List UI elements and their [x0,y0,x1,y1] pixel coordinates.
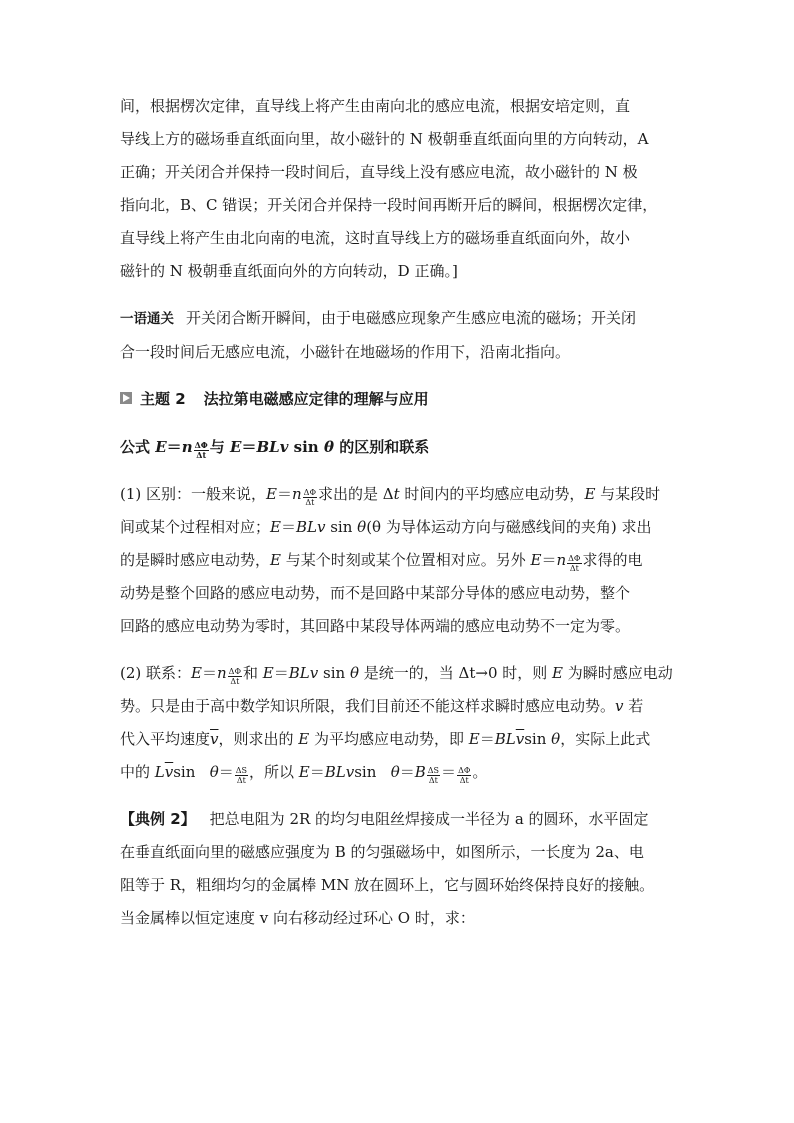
fraction [567,554,581,573]
text: 的是瞬时感应电动势， [120,551,271,569]
fraction-numerator: ΔΦ [194,439,208,450]
symbol: B [414,763,426,781]
heading-text: 的区别和联系 [333,438,430,456]
text-line: 合一段时间后无感应电流，小磁针在地磁场的作用下，沿南北指向。 [120,343,571,361]
symbol: ＝ [441,763,457,781]
symbol: E [270,518,281,536]
symbol: ＝ [276,485,292,503]
text: 势。只是由于高中数学知识所限，我们目前还不能这样求瞬时感应电动势。 [120,697,616,715]
symbol: L [505,730,516,748]
symbol: $\overline{v}$ [164,763,174,781]
symbol: ＝ [541,551,557,569]
fraction-denominator: Δt [236,775,246,785]
fraction [427,766,440,785]
text-line: 当金属棒以恒定速度 v 向右移动经过环心 O 时，求： [120,909,475,927]
symbol: B [494,730,506,748]
symbol: ＝ [273,664,289,682]
fraction-numerator: ΔΦ [228,666,242,676]
formula-heading [120,431,680,464]
fraction [303,488,317,507]
symbol: BLv [288,664,319,682]
answer-paragraph [120,90,680,288]
fraction-numerator: ΔΦ [303,487,317,497]
symbol: $\overline{v}$ [515,730,525,748]
summary-tag: 一语通关 [120,311,174,327]
text: 代入平均速度 [120,730,211,748]
text: 。 [472,763,488,781]
fraction-denominator: Δt [569,563,579,573]
play-triangle-icon [120,392,132,404]
symbol: θ [390,763,400,781]
text: 为平均感应电动势，即 [309,730,469,748]
heading-text: 与 [209,438,231,456]
text-line: 正确；开关闭合并保持一段时间后，直导线上没有感应电流，故小磁针的 N 极 [120,163,638,181]
text: 求得的电 [582,551,643,569]
text: 与某个时刻或某个位置相对应。另外 [280,551,531,569]
symbol: sin [173,763,196,781]
fraction [194,441,209,460]
topic-number: 主题 2 [140,389,186,408]
symbol: ＝ [309,763,325,781]
symbol: θ [323,438,334,456]
example-label: 【典例 2】 [120,810,196,828]
fraction [228,667,242,686]
fraction [457,766,471,785]
text: 与某段时 [595,485,661,503]
symbol: E [298,763,310,781]
symbol: ＝ [241,438,257,456]
text: (1) 区别：一般来说， [120,485,267,503]
difference-paragraph [120,478,680,643]
text-line: 回路的感应电动势为零时，其回路中某段导体两端的感应电动势不一定为零。 [120,617,631,635]
symbol: E [191,664,202,682]
symbol: E [230,438,242,456]
symbol: n [181,438,193,456]
symbol: E [262,664,274,682]
fraction-denominator: Δt [428,775,438,785]
text-line: 开关闭合断开瞬间，由于电磁感应现象产生感应电流的磁场；开关闭 [186,309,637,327]
text-line: 把总电阻为 2R 的均匀电阻丝焊接成一半径为 a 的圆环，水平固定 [209,810,649,828]
text-line: 动势是整个回路的感应电动势，而不是回路中某部分导体的感应电动势，整个 [120,584,631,602]
text: 时间内的平均感应电动势， [399,485,585,503]
fraction [235,766,248,785]
fraction-denominator: Δt [305,497,315,507]
symbol: n [217,664,227,682]
symbol: ＝ [399,763,415,781]
text: 和 [243,664,263,682]
symbol: E [155,438,167,456]
text: ，所以 [249,763,299,781]
symbol: L [154,763,165,781]
text-line: 间，根据楞次定律，直导线上将产生由南向北的感应电流，根据安培定则，直 [120,97,631,115]
symbol: θ [551,730,561,748]
text: ，实际上此式 [560,730,651,748]
fraction-numerator: ΔS [235,765,248,775]
symbol: E [584,485,596,503]
symbol: BLv [295,518,326,536]
fraction-denominator: Δt [230,676,240,686]
text: 间或某个过程相对应； [120,518,271,536]
text: 若 [623,697,644,715]
symbol: E [530,551,542,569]
summary-paragraph [120,302,680,369]
document-page [120,90,680,949]
symbol: θ [357,518,367,536]
text-line: 在垂直纸面向里的磁感应强度为 B 的匀强磁场中，如图所示，一长度为 2a、电 [120,843,644,861]
symbol: E [468,730,480,748]
text: 求出的是 Δ [318,485,394,503]
heading-text: 公式 [120,438,156,456]
text: 为瞬时感应电动 [562,664,673,682]
text: 中的 [120,763,155,781]
text-line: 阻等于 R，粗细均匀的金属棒 MN 放在圆环上，它与圆环始终保持良好的接触。 [120,876,655,894]
symbol: E [266,485,277,503]
text: 是统一的，当 Δt→0 时，则 [358,664,553,682]
text-line: 导线上方的磁场垂直纸面向里，故小磁针的 N 极朝垂直纸面向里的方向转动，A [120,130,649,148]
symbol: ＝ [166,438,182,456]
symbol: sin [524,730,547,748]
text-line: 指向北，B、C 错误；开关闭合并保持一段时间再断开后的瞬间，根据楞次定律， [120,196,658,214]
connection-paragraph [120,657,680,789]
symbol: n [292,485,302,503]
symbol: ＝ [201,664,217,682]
symbol: E [270,551,281,569]
symbol: $\overline{v}$ [210,730,219,748]
symbol: θ [209,763,219,781]
fraction-denominator: Δt [459,775,469,785]
symbol: sin [354,763,377,781]
text-line: 磁针的 N 极朝垂直纸面向外的方向转动，D 正确。] [120,262,458,280]
symbol: BLv [256,438,289,456]
text-line: 直导线上将产生由北向南的电流，这时直导线上方的磁场垂直纸面向外，故小 [120,229,631,247]
symbol: sin [293,438,319,456]
symbol: v [615,697,624,715]
symbol: BLv [324,763,355,781]
symbol: n [556,551,567,569]
fraction-numerator: ΔΦ [458,765,471,775]
topic-heading [120,383,680,413]
symbol: ＝ [218,763,234,781]
example-paragraph [120,803,680,935]
symbol: sin [330,518,353,536]
symbol: E [298,730,310,748]
text: (2) 联系： [120,664,192,682]
symbol: sin [323,664,346,682]
symbol: ＝ [479,730,495,748]
text: ，则求出的 [218,730,299,748]
symbol: t [393,485,400,503]
topic-title: 法拉第电磁感应定律的理解与应用 [203,389,429,408]
symbol: E [552,664,563,682]
fraction-numerator: ΔS [427,765,440,775]
fraction-numerator: ΔΦ [568,553,581,563]
text: (θ 为导体运动方向与磁感线间的夹角) 求出 [366,518,652,536]
symbol: θ [349,664,359,682]
fraction-denominator: Δt [196,449,207,460]
symbol: ＝ [280,518,296,536]
